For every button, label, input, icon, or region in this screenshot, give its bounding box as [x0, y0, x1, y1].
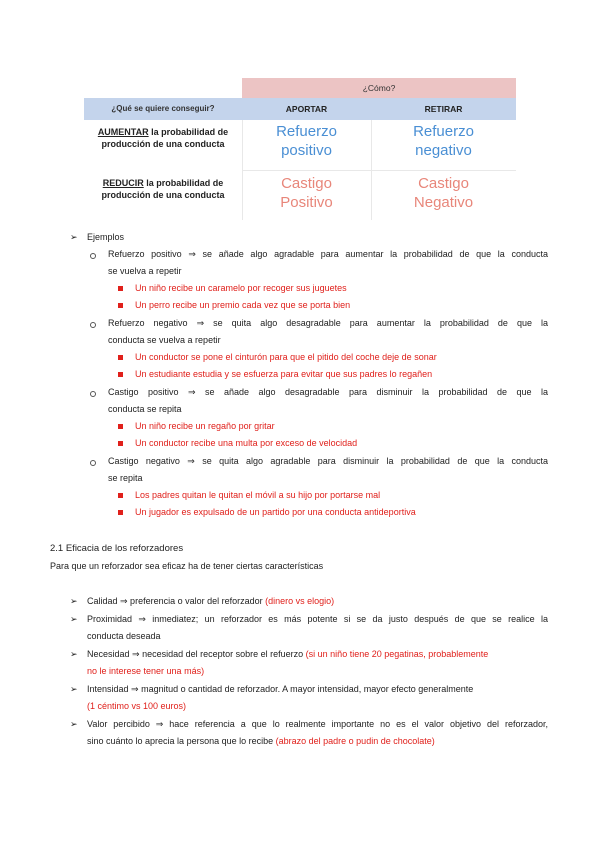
char-proximidad-l2: conducta deseada [87, 631, 161, 641]
square-bullet-icon [118, 424, 123, 429]
ejemplo-castigo-negativo-l2: se repita [108, 473, 143, 483]
char-calidad-text: Calidad ⇒ preferencia o valor del reforzador [87, 596, 266, 606]
square-bullet-icon [118, 372, 123, 377]
ejemplo-refuerzo-positivo-l1: Refuerzo positivo ⇒ se añade algo agradable para aumentar la probabilidad de que la conducta [108, 249, 548, 259]
cell-castigo-positivo [242, 174, 371, 212]
aumentar-keyword: AUMENTAR [97, 127, 149, 137]
reducir-rest1: la probabilidad de [146, 178, 224, 188]
header-como: ¿Cómo? [242, 78, 516, 98]
example-item: Un niño recibe un caramelo por recoger sus juguetes [135, 283, 347, 293]
cell-castigo-negativo [371, 174, 516, 212]
castigo-positivo-l1: Castigo [281, 175, 332, 192]
ejemplo-castigo-positivo-l1: Castigo positivo ⇒ se añade algo desagradable para disminuir la probabilidad de que la [108, 387, 548, 397]
refuerzo-positivo-l2: positivo [281, 142, 332, 159]
aumentar-rest2: producción de una conducta [101, 139, 225, 149]
char-valor-text: sino cuánto lo aprecia la persona que lo recibe [87, 736, 276, 746]
reducir-keyword: REDUCIR [102, 178, 144, 188]
arrow-bullet-icon: ➢ [70, 614, 78, 624]
example-item: Un niño recibe un regaño por gritar [135, 421, 275, 431]
row-reducir-label [84, 177, 242, 201]
refuerzo-negativo-l1: Refuerzo [413, 123, 474, 140]
example-item: Un conductor se pone el cinturón para que el pitido del coche deje de sonar [135, 352, 437, 362]
char-proximidad-l1: Proximidad ⇒ inmediatez; un reforzador es más potente si se da justo después de que se realice la [87, 614, 548, 624]
square-bullet-icon [118, 355, 123, 360]
reducir-rest2: producción de una conducta [101, 190, 225, 200]
arrow-bullet-icon: ➢ [70, 684, 78, 694]
square-bullet-icon [118, 441, 123, 446]
reinforcement-table [84, 78, 516, 220]
square-bullet-icon [118, 493, 123, 498]
char-necesidad-l1 [87, 648, 488, 660]
circle-bullet-icon [90, 322, 96, 328]
char-necesidad-text: Necesidad ⇒ necesidad del receptor sobre el refuerzo [87, 649, 306, 659]
char-calidad-example: (dinero vs elogio) [265, 596, 335, 606]
char-valor-l1: Valor percibido ⇒ hace referencia a que lo realmente importante no es el valor objetivo del reforzador, [87, 719, 548, 729]
char-intensidad-l1: Intensidad ⇒ magnitud o cantidad de reforzador. A mayor intensidad, mayor efecto generalmente [87, 684, 474, 694]
section-title: 2.1 Eficacia de los reforzadores [50, 543, 184, 554]
char-intensidad-l2: (1 céntimo vs 100 euros) [87, 701, 187, 711]
example-item: Un perro recibe un premio cada vez que se porta bien [135, 300, 351, 310]
arrow-bullet-icon: ➢ [70, 719, 78, 729]
table-divider [242, 170, 516, 171]
section-intro: Para que un reforzador sea eficaz ha de tener ciertas características [50, 561, 324, 571]
ejemplo-refuerzo-negativo-l2: conducta se vuelva a repetir [108, 335, 221, 345]
ejemplo-refuerzo-positivo-l2: se vuelva a repetir [108, 266, 182, 276]
refuerzo-negativo-l2: negativo [415, 142, 472, 159]
refuerzo-positivo-l1: Refuerzo [276, 123, 337, 140]
square-bullet-icon [118, 303, 123, 308]
arrow-bullet-icon: ➢ [70, 596, 78, 606]
header-question: ¿Qué se quiere conseguir? [84, 98, 242, 120]
castigo-positivo-l2: Positivo [280, 194, 333, 211]
char-valor-example: (abrazo del padre o pudin de chocolate) [275, 736, 435, 746]
ejemplo-refuerzo-negativo-l1: Refuerzo negativo ⇒ se quita algo desagradable para aumentar la probabilidad de que la [108, 318, 548, 328]
circle-bullet-icon [90, 253, 96, 259]
example-item: Los padres quitan le quitan el móvil a su hijo por portarse mal [135, 490, 381, 500]
square-bullet-icon [118, 510, 123, 515]
circle-bullet-icon [90, 460, 96, 466]
ejemplo-castigo-negativo-l1: Castigo negativo ⇒ se quita algo agradable para disminuir la probabilidad de que la conducta [108, 456, 548, 466]
example-item: Un jugador es expulsado de un partido por una conducta antideportiva [135, 507, 416, 517]
square-bullet-icon [118, 286, 123, 291]
row-aumentar-label [84, 126, 242, 150]
circle-bullet-icon [90, 391, 96, 397]
aumentar-rest1: la probabilidad de [151, 127, 229, 137]
char-valor-l2 [87, 735, 435, 747]
char-necesidad-l2: no le interese tener una más) [87, 666, 205, 676]
ejemplo-castigo-positivo-l2: conducta se repita [108, 404, 182, 414]
ejemplos-heading: Ejemplos [87, 232, 125, 242]
header-aportar: APORTAR [242, 98, 371, 120]
header-retirar: RETIRAR [371, 98, 516, 120]
example-item: Un conductor recibe una multa por exceso de velocidad [135, 438, 358, 448]
arrow-bullet-icon: ➢ [70, 232, 78, 242]
cell-refuerzo-negativo [371, 122, 516, 160]
char-calidad [87, 595, 334, 607]
arrow-bullet-icon: ➢ [70, 649, 78, 659]
example-item: Un estudiante estudia y se esfuerza para evitar que sus padres lo regañen [135, 369, 433, 379]
char-necesidad-example: (si un niño tiene 20 pegatinas, probablemente [305, 649, 489, 659]
castigo-negativo-l1: Castigo [418, 175, 469, 192]
castigo-negativo-l2: Negativo [413, 194, 474, 211]
cell-refuerzo-positivo [242, 122, 371, 160]
